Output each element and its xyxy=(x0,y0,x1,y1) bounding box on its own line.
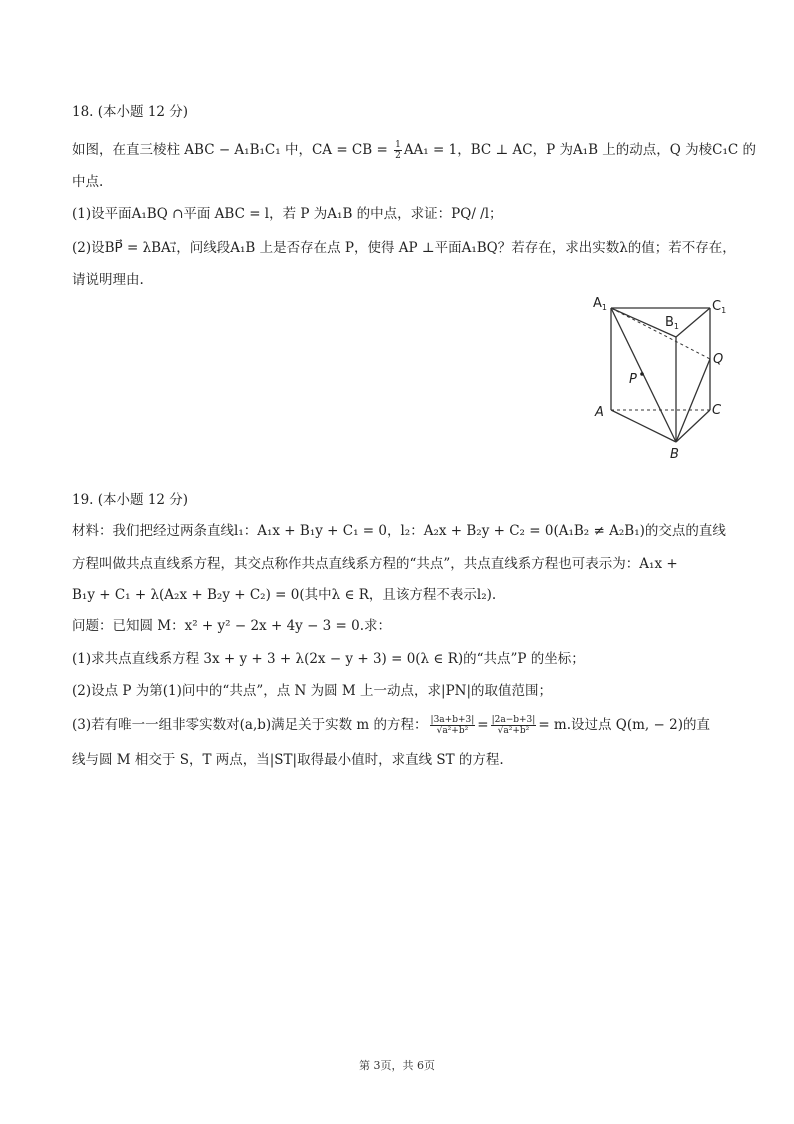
q19-part2: (2)设点 P 为第(1)问中的“共点”，点 N 为圆 M 上一动点，求|PN|的取值范围； xyxy=(72,683,553,699)
q18-part2b: 请说明理由. xyxy=(72,272,144,288)
q19-frac1-den: √a²+b² xyxy=(436,726,469,736)
q18-frac-den: 2 xyxy=(395,151,401,161)
q18-line1-text: 如图，在直三棱柱 ABC − A₁B₁C₁ 中，CA = CB = xyxy=(72,142,393,158)
q18-heading: 18. (本小题 12 分) xyxy=(72,104,189,120)
prism-figure xyxy=(585,290,735,470)
q19-frac2-num: |2a−b+3| xyxy=(491,715,536,725)
q19-frac1-num: |3a+b+3| xyxy=(430,715,475,725)
label-Q: Q xyxy=(713,352,724,367)
q19-part1: (1)求共点直线系方程 3x + y + 3 + λ(2x − y + 3) = 0(λ ∈ R)的“共点”P 的坐标； xyxy=(72,651,585,667)
label-C1: $C_1$ xyxy=(712,299,727,315)
segment-BQ xyxy=(676,359,710,442)
edge-AB xyxy=(611,410,676,442)
edge-B1C1 xyxy=(676,308,710,337)
q18-line1 xyxy=(72,140,756,161)
q19-part3-line2: 线与圆 M 相交于 S，T 两点，当|ST|取得最小值时，求直线 ST 的方程. xyxy=(72,752,504,768)
q18-part1: (1)设平面A₁BQ ∩平面 ABC = l，若 P 为A₁B 的中点，求证：PQ/ /l； xyxy=(72,206,503,222)
label-B1: $B_1$ xyxy=(665,315,680,331)
label-B: B xyxy=(670,447,679,462)
label-P: P xyxy=(629,372,637,387)
q19-frac2-den: √a²+b² xyxy=(497,726,530,736)
point-P xyxy=(640,372,644,376)
q18-line1b-text: AA₁ = 1，BC ⊥ AC，P 为A₁B 上的动点，Q 为棱C₁C 的 xyxy=(403,142,757,158)
hidden-segment-A1Q xyxy=(611,308,710,359)
edge-BC xyxy=(676,410,710,442)
page-footer: 第 3页，共 6页 xyxy=(359,1059,435,1072)
q19-part3-text-a: (3)若有唯一一组非零实数对(a,b)满足关于实数 m 的方程： xyxy=(72,717,428,733)
q19-equals: = xyxy=(477,717,489,733)
q19-heading: 19. (本小题 12 分) xyxy=(72,492,189,508)
q19-fraction-1 xyxy=(430,715,476,736)
q19-material-line1: 材料：我们把经过两条直线l₁：A₁x + B₁y + C₁ = 0，l₂：A₂x + B₂y + C₂ = 0(A₁B₂ ≠ A₂B₁)的交点的直线 xyxy=(72,523,726,539)
q18-frac-num: 1 xyxy=(395,140,401,150)
q18-part2a: (2)设BP⃗ = λBA₁⃗，问线段A₁B 上是否存在点 P，使得 AP ⊥平面A₁BQ？若存在，求出实数λ的值；若不存在， xyxy=(72,240,736,256)
label-C: C xyxy=(712,403,722,418)
q19-question: 问题：已知圆 M：x² + y² − 2x + 4y − 3 = 0.求： xyxy=(72,618,392,634)
q18-line2: 中点. xyxy=(72,174,104,190)
q19-material-line3: B₁y + C₁ + λ(A₂x + B₂y + C₂) = 0(其中λ ∈ R，且该方程不表示l₂). xyxy=(72,587,497,603)
label-A: A xyxy=(595,405,604,420)
q19-part3-text-b: = m.设过点 Q(m, − 2)的直 xyxy=(538,717,710,733)
q19-material-line2: 方程叫做共点直线系方程，其交点称作共点直线系方程的“共点”，共点直线系方程也可表示为：A₁x + xyxy=(72,556,678,572)
q18-fraction xyxy=(394,140,402,161)
q19-part3-line1 xyxy=(72,715,710,736)
label-A1: $A_1$ xyxy=(593,296,607,312)
q19-fraction-2 xyxy=(491,715,537,736)
